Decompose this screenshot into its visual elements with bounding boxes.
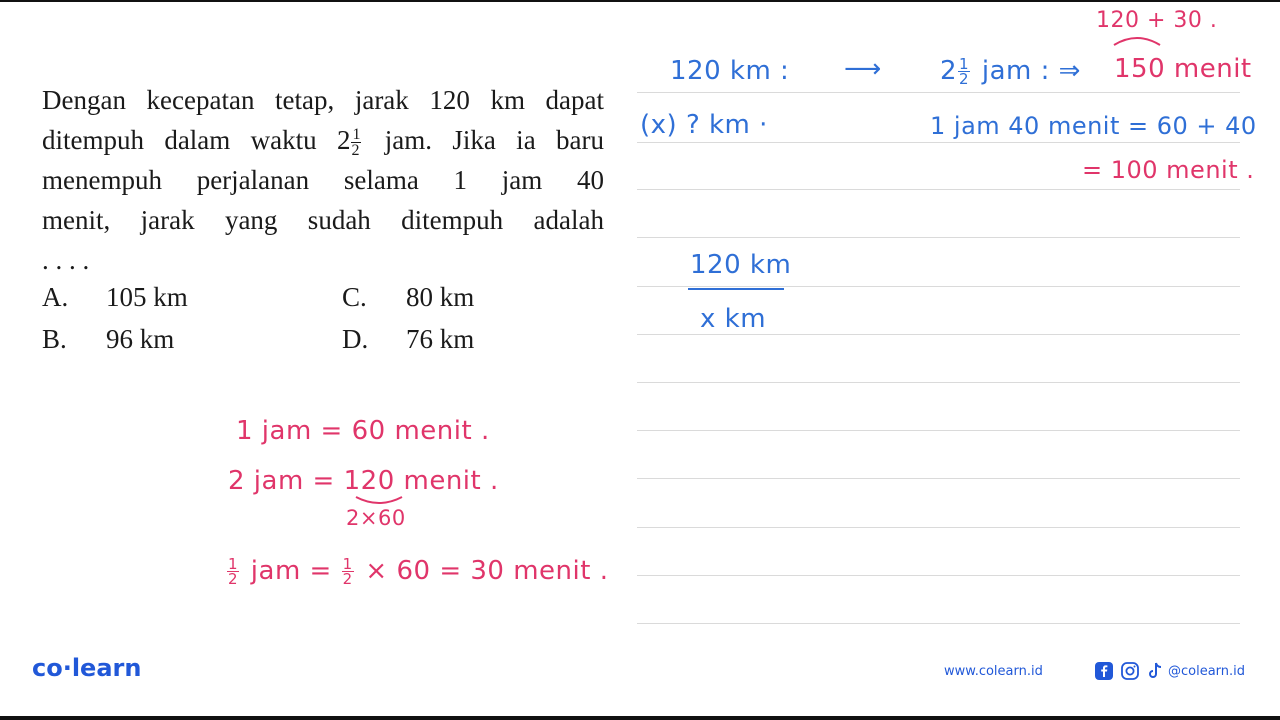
handwriting-row1-result: 150 menit bbox=[1114, 54, 1252, 84]
option-value: 105 km bbox=[106, 282, 188, 312]
ruled-line bbox=[637, 623, 1240, 624]
fraction-numerator: 1 bbox=[352, 126, 361, 144]
ruled-line bbox=[637, 142, 1240, 143]
question-line-4: menit, jarak yang sudah ditempuh adalah bbox=[42, 205, 604, 235]
question-ellipsis: . . . . bbox=[42, 245, 90, 275]
handwriting-row2-left: (x) ? km · bbox=[640, 110, 768, 140]
handwriting-row2-right bbox=[930, 112, 1257, 140]
social-handle[interactable]: @colearn.id bbox=[1168, 664, 1246, 679]
handwriting-left-1: 1 jam = 60 menit . bbox=[236, 416, 490, 446]
handwriting-top-note: 120 + 30 . bbox=[1096, 8, 1218, 33]
ruled-line bbox=[637, 478, 1240, 479]
ruled-line bbox=[637, 189, 1240, 190]
handwriting-row3: = 100 menit . bbox=[1082, 156, 1255, 184]
ruled-line bbox=[637, 237, 1240, 238]
option-c[interactable] bbox=[342, 282, 474, 313]
tiktok-icon[interactable] bbox=[1145, 661, 1165, 681]
handwritten-denominator: 2 bbox=[228, 570, 239, 588]
handwriting-row1-left: 120 km : bbox=[670, 56, 790, 86]
handwritten-numerator: 1 bbox=[342, 555, 353, 573]
facebook-icon[interactable] bbox=[1094, 661, 1114, 681]
question-line-2-end: jam. Jika ia baru bbox=[364, 125, 604, 155]
option-d[interactable] bbox=[342, 324, 474, 355]
option-letter: A. bbox=[42, 282, 69, 312]
question-line-1: Dengan kecepatan tetap, jarak 120 km dapat bbox=[42, 85, 604, 115]
colearn-logo: co·learn bbox=[32, 654, 142, 682]
ruled-line bbox=[637, 382, 1240, 383]
option-a[interactable] bbox=[42, 282, 188, 313]
arrow-icon: ⟶ bbox=[844, 54, 882, 84]
handwriting-left-2-note: 2×60 bbox=[346, 506, 406, 530]
option-letter: C. bbox=[342, 282, 367, 312]
question-line-2 bbox=[42, 120, 604, 160]
option-letter: B. bbox=[42, 324, 67, 354]
website-link[interactable]: www.colearn.id bbox=[944, 664, 1043, 679]
ruled-line bbox=[637, 286, 1240, 287]
question-line-3: menempuh perjalanan selama 1 jam 40 bbox=[42, 165, 604, 195]
question-line-2-start: ditempuh dalam waktu 2 bbox=[42, 125, 351, 155]
option-value: 76 km bbox=[406, 324, 475, 354]
ratio-denominator: x km bbox=[700, 304, 767, 334]
handwritten-numerator: 1 bbox=[959, 55, 970, 73]
handwriting-left-2: 2 jam = 120 menit . bbox=[228, 466, 499, 496]
handwritten-fraction-2 bbox=[342, 557, 354, 586]
fraction-half bbox=[351, 127, 361, 158]
handwritten-equals: jam = bbox=[242, 556, 341, 586]
handwritten-fraction-1 bbox=[227, 557, 239, 586]
option-b[interactable] bbox=[42, 324, 174, 355]
ruled-line bbox=[637, 430, 1240, 431]
handwritten-numerator: 1 bbox=[228, 555, 239, 573]
bottom-border bbox=[0, 716, 1280, 720]
handwritten-result: × 60 = 30 menit . bbox=[356, 556, 609, 586]
option-letter: D. bbox=[342, 324, 369, 354]
handwriting-left-3 bbox=[226, 556, 608, 586]
mixed-number-rest: jam : ⇒ bbox=[973, 56, 1081, 86]
mixed-number-fraction bbox=[958, 57, 970, 86]
mixed-number-whole: 2 bbox=[940, 56, 958, 86]
option-value: 96 km bbox=[106, 324, 175, 354]
question-text bbox=[42, 80, 604, 280]
ruled-line bbox=[637, 527, 1240, 528]
fraction-denominator: 2 bbox=[351, 142, 360, 160]
ruled-line bbox=[637, 575, 1240, 576]
ruled-line bbox=[637, 334, 1240, 335]
handwritten-denominator: 2 bbox=[342, 570, 353, 588]
ratio-numerator: 120 km bbox=[690, 250, 792, 280]
handwritten-denominator: 2 bbox=[959, 70, 970, 88]
handwriting-row2-text: 1 jam 40 menit = 60 + 40 bbox=[930, 112, 1257, 140]
ratio-bar bbox=[688, 288, 784, 290]
top-border bbox=[0, 0, 1280, 2]
option-value: 80 km bbox=[406, 282, 475, 312]
handwriting-row1-mid bbox=[940, 56, 1081, 86]
overbrace-stroke bbox=[1112, 33, 1162, 47]
instagram-icon[interactable] bbox=[1120, 661, 1140, 681]
ruled-line bbox=[637, 92, 1240, 93]
